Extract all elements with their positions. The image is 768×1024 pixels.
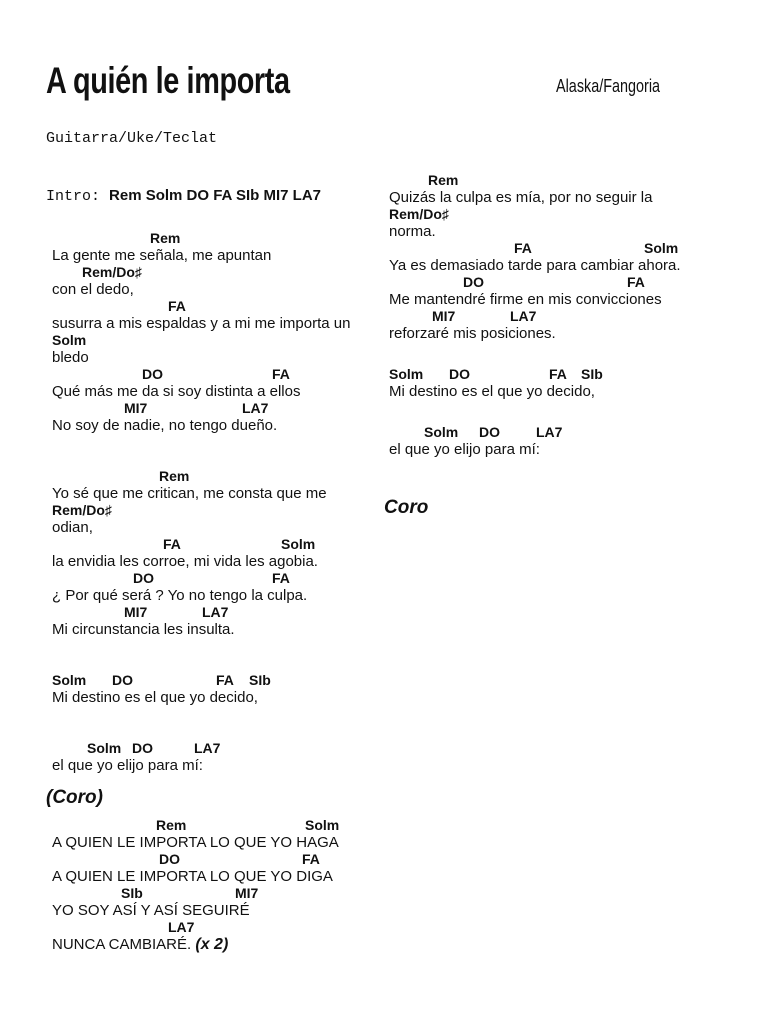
chord: Solm — [644, 240, 679, 256]
chorus-section — [46, 787, 376, 953]
lyric-line: No soy de nadie, no tengo dueño. — [52, 417, 278, 434]
chorus-reference: Coro — [384, 497, 429, 518]
lyric-line: bledo — [52, 349, 89, 366]
chord: DO — [159, 851, 180, 867]
song-title: A quién le importa — [46, 60, 290, 101]
chord: LA7 — [242, 400, 269, 416]
chord: MI7 — [432, 308, 456, 324]
chord: Solm — [424, 424, 459, 440]
intro-label: Intro: — [46, 188, 101, 205]
lyric-line: Mi circunstancia les insulta. — [52, 621, 235, 638]
left-column — [52, 230, 382, 774]
lyric-line: reforzaré mis posiciones. — [389, 325, 556, 342]
chord: DO — [133, 570, 154, 586]
lyric-line: A QUIEN LE IMPORTA LO QUE YO DIGA — [52, 868, 333, 885]
chord: LA7 — [510, 308, 537, 324]
chord: Rem — [156, 817, 187, 833]
lyric-line — [52, 936, 376, 953]
lyric-line: el que yo elijo para mí: — [52, 757, 203, 774]
lyric-line: susurra a mis espaldas y a mi me importa un — [52, 315, 351, 332]
lyric-line: YO SOY ASÍ Y ASÍ SEGUIRÉ — [52, 902, 250, 919]
lyric-line: norma. — [389, 223, 436, 240]
lyric-line: odian, — [52, 519, 93, 536]
verse-3 — [389, 172, 719, 342]
chord: Rem/Do♯ — [389, 206, 449, 222]
chord: FA — [168, 298, 186, 314]
lyric-line: el que yo elijo para mí: — [389, 441, 540, 458]
chord: FA — [216, 672, 234, 688]
lyric-line: Quizás la culpa es mía, por no seguir la — [389, 189, 653, 206]
lyric-line: A QUIEN LE IMPORTA LO QUE YO HAGA — [52, 834, 339, 851]
chord: LA7 — [168, 919, 195, 935]
chord: Solm — [389, 366, 424, 382]
instruments-label: Guitarra/Uke/Teclat — [46, 130, 218, 147]
chord: FA — [272, 570, 290, 586]
chord: Solm — [281, 536, 316, 552]
lyric-line: ¿ Por qué será ? Yo no tengo la culpa. — [52, 587, 308, 604]
intro-chords: Rem Solm DO FA SIb MI7 LA7 — [109, 187, 322, 204]
chord: FA — [627, 274, 645, 290]
lyric-line: con el dedo, — [52, 281, 134, 298]
chord: FA — [163, 536, 181, 552]
verse-2 — [52, 468, 382, 638]
chord: Solm — [52, 672, 87, 688]
artist-name: Alaska/Fangoria — [556, 76, 661, 96]
verse-1 — [52, 230, 382, 434]
lyric-line: Yo sé que me critican, me consta que me — [52, 485, 327, 502]
chord: FA — [272, 366, 290, 382]
lyric-line: Me mantendré firme en mis convicciones — [389, 291, 662, 308]
chord: FA — [302, 851, 320, 867]
chord: DO — [463, 274, 484, 290]
chord: DO — [449, 366, 470, 382]
lyric-line: La gente me señala, me apuntan — [52, 247, 272, 264]
chorus-heading: (Coro) — [46, 787, 103, 808]
chord: LA7 — [202, 604, 229, 620]
right-column — [389, 172, 719, 458]
chord: FA — [549, 366, 567, 382]
pre-chorus-1 — [52, 672, 382, 774]
chord: DO — [112, 672, 133, 688]
chord: DO — [479, 424, 500, 440]
chord: Rem — [428, 172, 459, 188]
chord: SIb — [249, 672, 271, 688]
pre-chorus-2 — [389, 366, 719, 458]
chord: Rem — [150, 230, 181, 246]
chord: SIb — [121, 885, 143, 901]
intro-line — [46, 188, 321, 204]
chord: DO — [132, 740, 153, 756]
chord: MI7 — [124, 400, 148, 416]
chord: FA — [514, 240, 532, 256]
lyric-line: Ya es demasiado tarde para cambiar ahora. — [389, 257, 681, 274]
repeat-marker: (x 2) — [195, 936, 229, 953]
chord: Solm — [305, 817, 340, 833]
chord: Rem — [159, 468, 190, 484]
chord: Rem/Do♯ — [52, 502, 112, 518]
chord: LA7 — [536, 424, 563, 440]
chord: MI7 — [235, 885, 259, 901]
lyric-line: Mi destino es el que yo decido, — [52, 689, 258, 706]
lyric-line: Qué más me da si soy distinta a ellos — [52, 383, 301, 400]
chord: SIb — [581, 366, 603, 382]
chord: Rem/Do♯ — [82, 264, 142, 280]
chord: MI7 — [124, 604, 148, 620]
chord: DO — [142, 366, 163, 382]
lyric-text: NUNCA CAMBIARÉ. — [52, 936, 192, 953]
chord: Solm — [87, 740, 122, 756]
chord: Solm — [52, 332, 87, 348]
lyric-line: Mi destino es el que yo decido, — [389, 383, 595, 400]
chord: LA7 — [194, 740, 221, 756]
lyric-line: la envidia les corroe, mi vida les agobia. — [52, 553, 318, 570]
